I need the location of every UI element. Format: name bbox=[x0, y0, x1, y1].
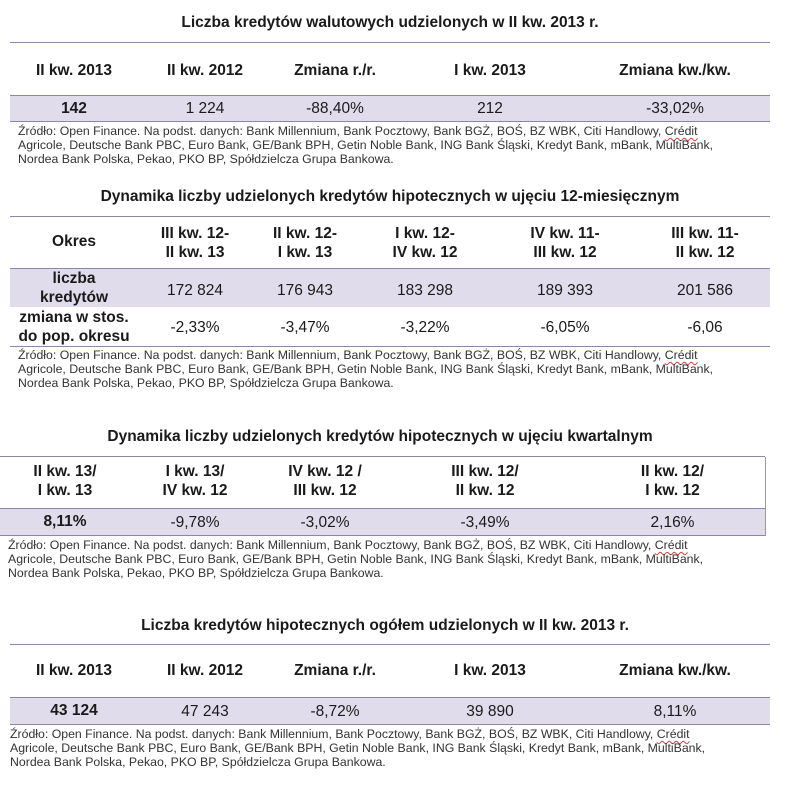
table4-source-note bbox=[10, 727, 705, 769]
table1-top-rule bbox=[10, 42, 770, 43]
table3-top-rule bbox=[0, 456, 765, 457]
table4-title: Liczba kredytów hipotecznych ogółem udzielonych w II kw. 2013 r. bbox=[141, 617, 629, 634]
table1-value: 1 224 bbox=[185, 100, 225, 117]
table4-top-rule bbox=[10, 644, 770, 645]
table2-count-value: 189 393 bbox=[536, 282, 594, 299]
table4-bottom-rule bbox=[10, 724, 770, 725]
source-credit: Crédit bbox=[656, 727, 690, 741]
table3-header: IV kw. 12 / III kw. 12 bbox=[288, 463, 362, 499]
source-credit: Crédit bbox=[664, 124, 698, 138]
source-line: Nordea Bank Polska, Pekao, PKO BP, Spółdzielcza Grupa Bankowa. bbox=[10, 755, 386, 769]
table4-header: Zmiana kw./kw. bbox=[619, 662, 731, 679]
table2-row-label: zmiana w stos. do pop. okresu bbox=[18, 309, 130, 345]
table2-corner-header: Okres bbox=[52, 233, 96, 250]
table2-change-value: -6,06 bbox=[687, 319, 723, 336]
source-line: Agricole, Deutsche Bank PBC, Euro Bank, GE/Bank BPH, Getin Noble Bank, ING Bank Śląski, Kredyt Bank, mBank, MultiBank, bbox=[18, 138, 714, 152]
table1-value: -33,02% bbox=[646, 100, 704, 117]
table4-value: -8,72% bbox=[310, 703, 360, 720]
table2-header: I kw. 12- IV kw. 12 bbox=[392, 225, 458, 261]
table1-title: Liczba kredytów walutowych udzielonych w II kw. 2013 r. bbox=[181, 14, 599, 31]
table2-row-label: liczba kredytów bbox=[39, 270, 109, 306]
table1-header: I kw. 2013 bbox=[454, 62, 526, 79]
table4-header: Zmiana r./r. bbox=[294, 662, 376, 679]
table1-header: Zmiana r./r. bbox=[294, 62, 376, 79]
table3-value: 2,16% bbox=[650, 514, 695, 531]
table2-header: III kw. 11- II kw. 12 bbox=[671, 225, 739, 261]
table3-bottom-rule bbox=[0, 535, 765, 536]
table4-value: 8,11% bbox=[653, 703, 697, 720]
table2-change-value: -6,05% bbox=[540, 319, 590, 336]
table2-count-value: 183 298 bbox=[396, 282, 454, 299]
source-line: Źródło: Open Finance. Na podst. danych: Bank Millennium, Bank Pocztowy, Bank BGŻ, BOŚ, BZ WBK, Citi Handlowy, bbox=[18, 348, 662, 362]
table1-value: 212 bbox=[477, 100, 503, 117]
table2-source-note bbox=[18, 348, 713, 390]
source-line: Źródło: Open Finance. Na podst. danych: Bank Millennium, Bank Pocztowy, Bank BGŻ, BOŚ, BZ WBK, Citi Handlowy, bbox=[8, 538, 652, 552]
table4-value: 43 124 bbox=[50, 702, 98, 719]
table3-header: II kw. 13/ I kw. 13 bbox=[33, 463, 97, 499]
table2-count-value: 172 824 bbox=[166, 282, 224, 299]
table4-value: 47 243 bbox=[181, 703, 229, 720]
table3-value: -3,02% bbox=[300, 514, 350, 531]
source-line: Źródło: Open Finance. Na podst. danych: Bank Millennium, Bank Pocztowy, Bank BGŻ, BOŚ, BZ WBK, Citi Handlowy, bbox=[18, 124, 662, 138]
table4-value: 39 890 bbox=[466, 703, 514, 720]
table3-value: -9,78% bbox=[170, 514, 220, 531]
table2-title: Dynamika liczby udzielonych kredytów hipotecznych w ujęciu 12-miesięcznym bbox=[100, 188, 680, 205]
table1-bottom-rule bbox=[10, 121, 770, 122]
table3-header: I kw. 13/ IV kw. 12 bbox=[162, 463, 228, 499]
table3-source-note bbox=[8, 538, 703, 580]
table3-title: Dynamika liczby udzielonych kredytów hipotecznych w ujęciu kwartalnym bbox=[107, 428, 653, 445]
table4-header: I kw. 2013 bbox=[454, 662, 526, 679]
table2-bottom-rule bbox=[10, 346, 770, 347]
table2-change-value: -3,47% bbox=[280, 319, 330, 336]
source-line: Źródło: Open Finance. Na podst. danych: Bank Millennium, Bank Pocztowy, Bank BGŻ, BOŚ, BZ WBK, Citi Handlowy, bbox=[10, 727, 654, 741]
table1-source-note bbox=[18, 124, 713, 166]
table2-header: IV kw. 11- III kw. 12 bbox=[530, 225, 600, 261]
table1-value: -88,40% bbox=[306, 100, 364, 117]
source-line: Agricole, Deutsche Bank PBC, Euro Bank, GE/Bank BPH, Getin Noble Bank, ING Bank Śląski, Kredyt Bank, mBank, MultiBank, bbox=[10, 741, 706, 755]
table4-header: II kw. 2013 bbox=[35, 662, 113, 679]
table3-header: II kw. 12/ I kw. 12 bbox=[640, 463, 705, 499]
table4-header: II kw. 2012 bbox=[166, 662, 244, 679]
source-line: Agricole, Deutsche Bank PBC, Euro Bank, GE/Bank BPH, Getin Noble Bank, ING Bank Śląski, Kredyt Bank, mBank, MultiBank, bbox=[8, 552, 704, 566]
table3-right-edge bbox=[765, 457, 766, 536]
table2-top-rule bbox=[10, 216, 770, 217]
table1-header: II kw. 2012 bbox=[166, 62, 244, 79]
table3-header: III kw. 12/ II kw. 12 bbox=[451, 463, 519, 499]
source-line: Nordea Bank Polska, Pekao, PKO BP, Spółdzielcza Grupa Bankowa. bbox=[18, 152, 394, 166]
table2-count-value: 201 586 bbox=[676, 282, 734, 299]
table2-header: III kw. 12- II kw. 13 bbox=[160, 225, 230, 261]
table2-count-value: 176 943 bbox=[276, 282, 334, 299]
table3-value: 8,11% bbox=[43, 513, 87, 530]
source-line: Agricole, Deutsche Bank PBC, Euro Bank, GE/Bank BPH, Getin Noble Bank, ING Bank Śląski, Kredyt Bank, mBank, MultiBank, bbox=[18, 362, 714, 376]
source-line: Nordea Bank Polska, Pekao, PKO BP, Spółdzielcza Grupa Bankowa. bbox=[18, 376, 394, 390]
source-line: Nordea Bank Polska, Pekao, PKO BP, Spółdzielcza Grupa Bankowa. bbox=[8, 566, 384, 580]
table2-change-value: -3,22% bbox=[400, 319, 450, 336]
table2-header: II kw. 12- I kw. 13 bbox=[272, 225, 338, 261]
table1-header: II kw. 2013 bbox=[35, 62, 113, 79]
table3-value: -3,49% bbox=[460, 514, 510, 531]
table2-change-value: -2,33% bbox=[170, 319, 220, 336]
table1-value: 142 bbox=[61, 100, 87, 117]
source-credit: Crédit bbox=[664, 348, 698, 362]
source-credit: Crédit bbox=[654, 538, 688, 552]
table1-header: Zmiana kw./kw. bbox=[619, 62, 731, 79]
